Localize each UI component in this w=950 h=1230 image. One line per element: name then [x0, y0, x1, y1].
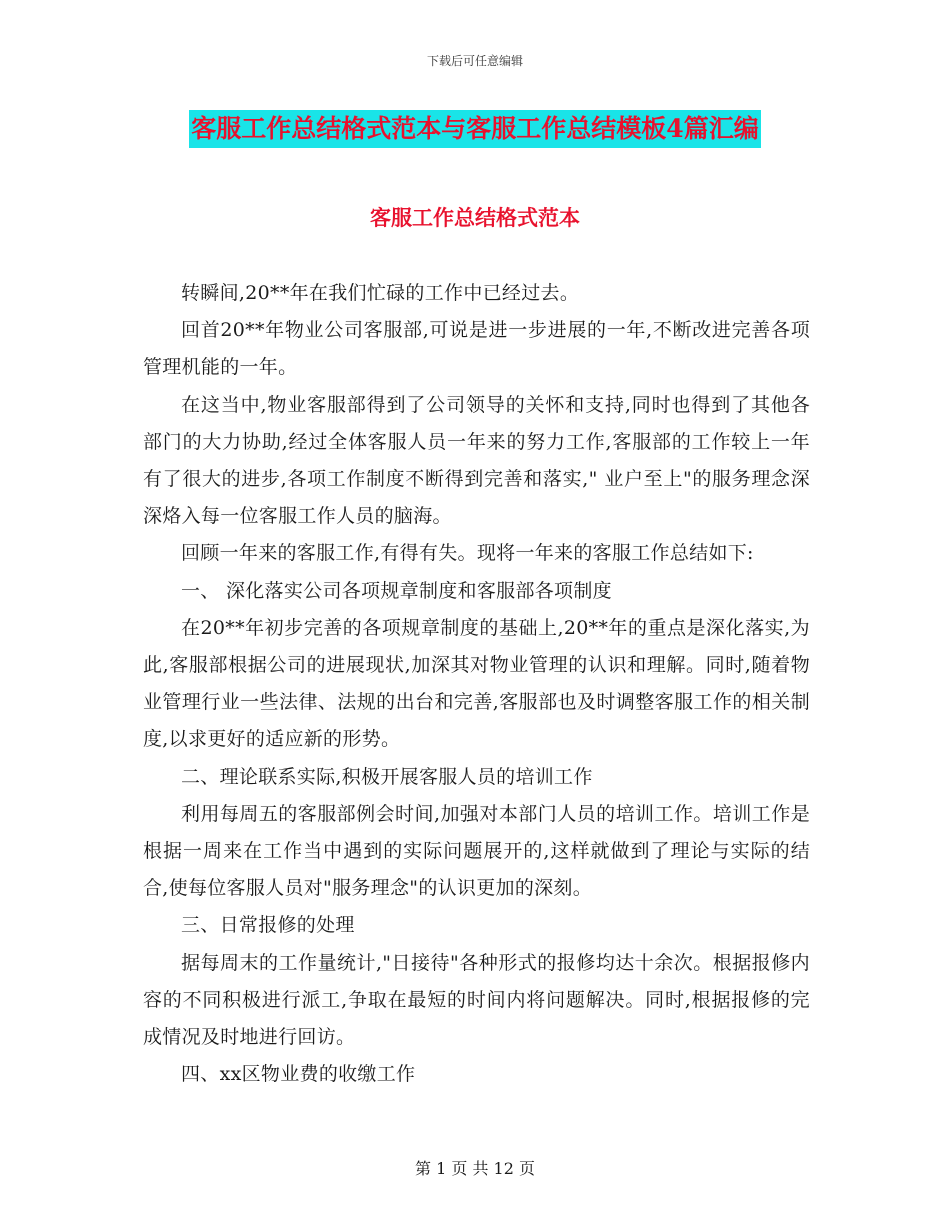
paragraph: 回顾一年来的客服工作,有得有失。现将一年来的客服工作总结如下:	[181, 542, 754, 565]
heading-4: 四、xx区物业费的收缴工作	[181, 1063, 416, 1086]
paragraph: 利用每周五的客服部例会时间,加强对本部门人员的培训工作。培训工作是根据一周来在工作当中遇到的实际问题展开的,这样就做到了理论与实际的结合,使每位客服人员对"服务理念"的认识更加的深刻。	[143, 802, 810, 900]
header-note: 下载后可任意编辑	[426, 54, 523, 68]
section-title: 客服工作总结格式范本	[370, 205, 580, 230]
document-title: 客服工作总结格式范本与客服工作总结模板4篇汇编	[189, 110, 760, 148]
document-body	[143, 218, 810, 1093]
heading-1: 一、 深化落实公司各项规章制度和客服部各项制度	[181, 579, 612, 602]
paragraph: 在这当中,物业客服部得到了公司领导的关怀和支持,同时也得到了其他各部门的大力协助,经过全体客服人员一年来的努力工作,客服部的工作较上一年有了很大的进步,各项工作制度不断得到完善和落实," 业户至上"的服务理念深深烙入每一位客服工作人员的脑海。	[143, 393, 810, 528]
heading-3: 三、日常报修的处理	[181, 914, 355, 937]
page-footer: 第 1 页 共 12 页	[415, 1159, 535, 1178]
paragraph: 转瞬间,20**年在我们忙碌的工作中已经过去。	[181, 282, 580, 304]
paragraph: 据每周末的工作量统计,"日接待"各种形式的报修均达十余次。根据报修内容的不同积极进行派工,争取在最短的时间内将问题解决。同时,根据报修的完成情况及时地进行回访。	[143, 951, 810, 1049]
paragraph: 回首20**年物业公司客服部,可说是进一步进展的一年,不断改进完善各项管理机能的一年。	[143, 319, 810, 379]
heading-2: 二、理论联系实际,积极开展客服人员的培训工作	[181, 765, 593, 788]
paragraph: 在20**年初步完善的各项规章制度的基础上,20**年的重点是深化落实,为此,客服部根据公司的进展现状,加深其对物业管理的认识和理解。同时,随着物业管理行业一些法律、法规的出台和完善,客服部也及时调整客服工作的相关制度,以求更好的适应新的形势。	[143, 616, 810, 751]
document-title-wrap	[0, 110, 950, 148]
